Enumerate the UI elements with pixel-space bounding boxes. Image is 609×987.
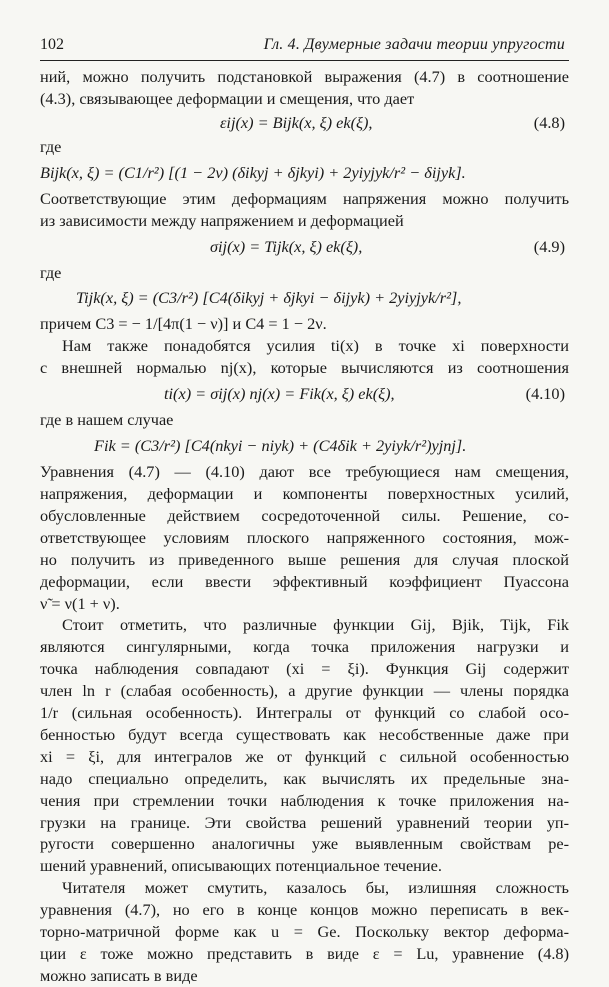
equation-number: (4.9)	[533, 236, 565, 256]
text-line: Стоит отметить, что различные функции Gij, Bjik, Tijk, Fik	[62, 615, 569, 635]
text-line: ответствующее условиям плоского напряженного состояния, мож-	[40, 527, 569, 547]
equation-f-ik	[40, 431, 569, 461]
text-line: уравнения (4.7), но его в конце концов можно переписать в век-	[40, 900, 569, 920]
page-header	[40, 34, 569, 61]
page-body	[40, 66, 569, 987]
text-line: Соответствующие этим деформациям напряжения можно получить	[40, 188, 569, 208]
equation-4-10	[40, 379, 569, 409]
equation-formula: εij(x) = Bijk(x, ξ) ek(ξ),	[220, 112, 373, 132]
page-number: 102	[40, 36, 64, 53]
equation-number: (4.8)	[533, 112, 565, 132]
equation-number: (4.10)	[525, 384, 565, 404]
text-line: точка наблюдения совпадают (xi = ξi). Функция Gij содержит	[40, 659, 569, 679]
text-line: чения при стремлении точки наблюдения к точке приложения на-	[40, 790, 569, 810]
equation-formula: ti(x) = σij(x) nj(x) = Fik(x, ξ) ek(ξ),	[164, 384, 395, 404]
text-line: (4.3), связывающее деформации и смещения, что дает	[40, 88, 415, 108]
text-line: грузки на границе. Эти свойства решений уравнений теории уп-	[40, 812, 569, 832]
text-line: но получить из приведенного выше решения для случая плоской	[40, 549, 569, 569]
text-line: Читателя может смутить, казалось бы, излишняя сложность	[62, 878, 569, 898]
text-line: 1/r (сильная особенность). Интегралы от функций со слабой осо-	[40, 703, 569, 723]
text-line: являются сингулярными, когда точка приложения нагрузки и	[40, 637, 569, 657]
text-line: шений уравнений, описывающих потенциальное течение.	[40, 856, 442, 876]
text-line: ний, можно получить подстановкой выражения (4.7) в соотношение	[40, 67, 569, 86]
text-line: ν̃ = ν(1 + ν).	[40, 593, 120, 613]
text-line: бенностью будут всегда существовать как несобственные даже при	[40, 724, 569, 744]
text-line: обусловленные действием сосредоточенной силы. Решение, со-	[40, 505, 569, 525]
running-title: Гл. 4. Двумерные задачи теории упругости	[263, 36, 565, 53]
text-line: ции ε тоже можно представить в виде ε = Lu, уравнение (4.8)	[40, 944, 569, 963]
text-line: Нам также понадобятся усилия ti(x) в точке xi поверхности	[62, 336, 569, 356]
equation-4-8	[40, 110, 569, 136]
equation-b-ijk	[40, 158, 569, 188]
text-line: деформации, если ввести эффективный коэффициент Пуассона	[40, 571, 569, 591]
text-line: где	[40, 262, 62, 282]
text-line: член ln r (слабая особенность), а другие функции — члены порядка	[40, 681, 569, 701]
text-line: xi = ξi, для интегралов же от функций с сильной особенностью	[40, 746, 569, 766]
equation-formula: Bijk(x, ξ) = (C1/r²) [(1 − 2ν) (δikyj + δjkyi) + 2yiyjyk/r² − δijyk].	[40, 162, 466, 182]
text-line: из зависимости между напряжением и деформацией	[40, 210, 404, 230]
equation-formula: σij(x) = Tijk(x, ξ) ek(ξ),	[210, 236, 363, 256]
text-line: где	[40, 136, 62, 156]
text-line: надо специально определить, как вычислять их предельные зна-	[40, 768, 569, 788]
equation-formula: Tijk(x, ξ) = (C3/r²) [C4(δikyj + δjkyi − δijyk) + 2yiyjyk/r²],	[76, 288, 462, 308]
equation-4-9	[40, 232, 569, 262]
text-line: с внешней нормалью nj(x), которые вычисляются из соотношения	[40, 358, 569, 378]
text-line: Уравнения (4.7) — (4.10) дают все требующиеся нам смещения,	[40, 462, 569, 482]
text-line: где в нашем случае	[40, 410, 174, 430]
equation-formula: Fik = (C3/r²) [C4(nkyi − niyk) + (C4δik + 2yiyk/r²)yjnj].	[94, 436, 467, 456]
text-line: причем C3 = − 1/[4π(1 − ν)] и C4 = 1 − 2ν.	[40, 314, 327, 334]
text-line: ругости совершенно аналогичны уже выявленным свойствам ре-	[40, 834, 569, 854]
text-line: торно-матричной форме как u = Ge. Поскольку вектор деформа-	[40, 922, 569, 942]
text-line: можно записать в виде	[40, 965, 198, 985]
equation-t-ijk	[40, 283, 569, 313]
text-line: напряжения, деформации и компоненты поверхностных усилий,	[40, 483, 569, 503]
